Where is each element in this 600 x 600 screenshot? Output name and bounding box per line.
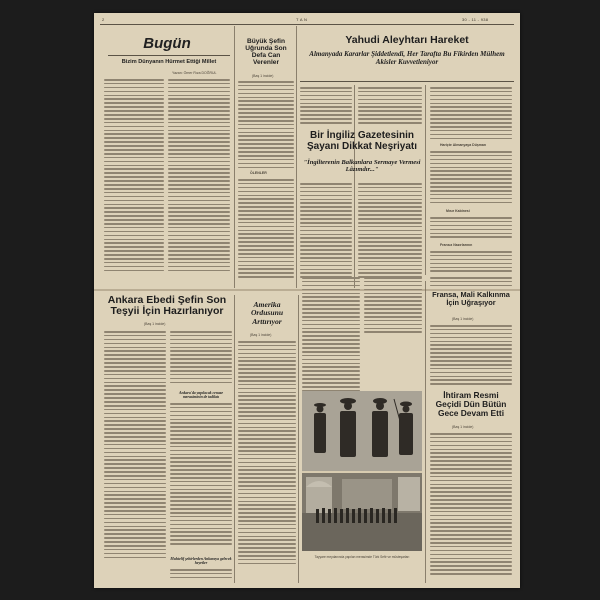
- fransa-headline: Fransa, Mali Kalkınma İçin Uğraşıyor: [432, 290, 510, 307]
- ankara-byline: (Baş 1 incide): [144, 322, 166, 326]
- right-text-5: [430, 277, 512, 289]
- amerika-byline: (Baş 1 incide): [250, 333, 272, 337]
- right-text-3: [430, 217, 512, 240]
- ankara-text-col2: [170, 331, 232, 385]
- right-heading-2: Mısır Kabinesi: [446, 209, 470, 213]
- masthead-rule: [100, 24, 514, 25]
- right-text-4: [430, 251, 512, 274]
- newspaper-name: T A N: [296, 17, 308, 22]
- middle-text-col1: [302, 277, 360, 394]
- column-divider: [425, 281, 426, 583]
- ihtiram-text: [430, 433, 512, 577]
- page-number: 2: [102, 17, 105, 22]
- ihtiram-headline: İhtiram Resmi Geçidi Dün Bütün Gece Devam Etti: [435, 390, 507, 418]
- heading-rule: [108, 55, 230, 56]
- yahudi-text-col2: [358, 87, 422, 126]
- amerika-headline: Amerika Ordusunu Arttırıyor: [250, 300, 284, 326]
- yahudi-subheadline: Almanyada Kararlar Şiddetlendi, Her Tarafta Bu Fikirden Mülhem Akisler Kuvvetleniyor: [309, 50, 505, 66]
- right-text-1: [430, 87, 512, 141]
- ankara-text-col2b: [170, 403, 232, 547]
- issue-date: 30 - 11 - 938: [462, 17, 489, 22]
- ankara-inline-heading-1: Ankara'da yapılacak cenaze merasiminin de tadilatı: [178, 391, 224, 400]
- sef-headline: Büyük Şefin Uğrunda Son Defa Can Verenler: [245, 38, 287, 66]
- ingiliz-headline: Bir İngiliz Gazetesinin Şayanı Dikkat Neşriyatı: [306, 130, 418, 152]
- middle-text-col2: [364, 277, 422, 335]
- column-divider: [425, 85, 426, 275]
- right-heading-1: Hariçte Almanyaya Düşman: [440, 143, 486, 147]
- ankara-inline-heading-2: Muhtelif şehirlerden Ankaraya gelecek heyetler: [170, 557, 232, 566]
- ingiliz-text-col2: [358, 183, 422, 280]
- column-divider: [354, 85, 355, 288]
- column-divider: [234, 26, 235, 288]
- ingiliz-subheadline: "İngilterenin Balkanlara Sermaye Vermesi Lâzımdır...": [303, 159, 421, 174]
- sef-byline: (Baş 1 incide): [252, 74, 274, 78]
- column-divider: [234, 295, 235, 583]
- bugun-heading: Bugün: [143, 35, 191, 52]
- ankara-headline: Ankara Ebedi Şefin Son Teşyii İçin Hazırlanıyor: [107, 294, 227, 318]
- yahudi-text-col1: [300, 87, 352, 126]
- column-divider: [296, 26, 297, 288]
- right-text-2: [430, 151, 512, 205]
- news-photo: [302, 391, 422, 551]
- yahudi-headline: Yahudi Aleyhtarı Hareket: [345, 34, 469, 46]
- ingiliz-text-col1: [300, 183, 352, 280]
- ihtiram-byline: (Baş 1 incide): [452, 425, 474, 429]
- newspaper-page: [94, 13, 520, 588]
- amerika-text: [238, 341, 296, 567]
- bugun-author: Yazan: Ömer Rıza DOĞRUL: [172, 71, 217, 75]
- ankara-text-col2c: [170, 569, 232, 581]
- ankara-text-col1: [104, 331, 166, 561]
- yahudi-rule: [300, 81, 514, 82]
- bugun-subheading: Bizim Dünyanın Hürmet Ettiği Millet: [121, 59, 217, 65]
- photo-scene: [302, 391, 422, 551]
- right-heading-3: Fransız Nazırlarının: [440, 243, 473, 247]
- fransa-byline: (Baş 1 incide): [452, 317, 474, 321]
- photo-caption: Tayyare meydanında yapılan merasimde Türk Sefir ve müsteşarları: [314, 555, 410, 559]
- fransa-text: [430, 325, 512, 387]
- column-divider: [298, 295, 299, 583]
- sef-list: [238, 179, 294, 280]
- sef-subhead: ÖLENLER: [250, 171, 267, 175]
- bugun-text-col2: [168, 79, 230, 274]
- bugun-text-col1: [104, 79, 164, 274]
- sef-text: [238, 81, 294, 170]
